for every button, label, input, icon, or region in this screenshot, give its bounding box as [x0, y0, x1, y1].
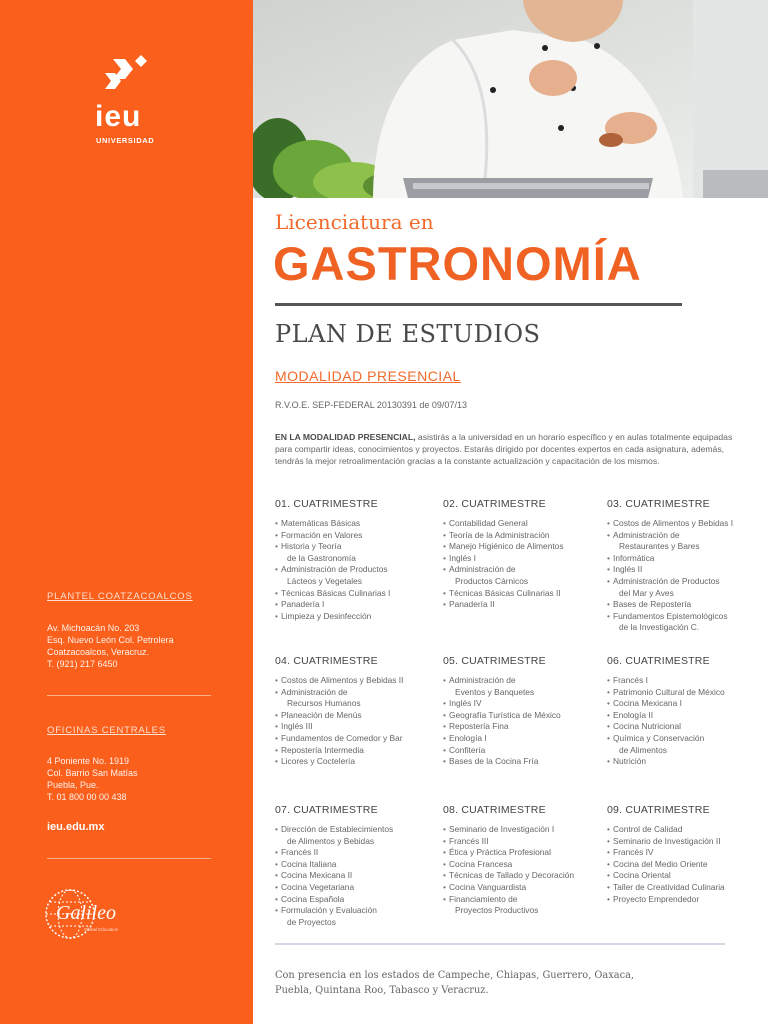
subject-item: • Formulación y Evaluación	[275, 905, 435, 917]
subject-item: • Repostería Fina	[443, 721, 603, 733]
subject-item: • Financiamiento de	[443, 894, 603, 906]
subject-item: • Enología II	[607, 710, 767, 722]
subject-item: • Manejo Higiénico de Alimentos	[443, 541, 603, 553]
subject-item: • Fundamentos de Comedor y Bar	[275, 733, 435, 745]
cuatrimestre-column	[275, 498, 435, 622]
logo-wordmark: ieu	[95, 100, 142, 133]
sidebar	[0, 0, 253, 1024]
presence-line: Con presencia en los estados de Campeche, Chiapas, Guerrero, Oaxaca,	[275, 970, 635, 981]
subject-item: • Inglés I	[443, 553, 603, 565]
subject-item: • Francés IV	[607, 847, 767, 859]
cuatrimestre-title: 06. CUATRIMESTRE	[607, 655, 710, 667]
presence-text	[275, 968, 735, 998]
phone-line: T. 01 800 00 00 438	[47, 792, 127, 802]
subject-item: • Francés I	[607, 675, 767, 687]
cuatrimestre-column	[443, 498, 603, 611]
subject-item: • Cocina Mexicana II	[275, 870, 435, 882]
subject-item: • Ética y Práctica Profesional	[443, 847, 603, 859]
subject-item: • Inglés III	[275, 721, 435, 733]
subject-item: de la Investigación C.	[619, 622, 700, 633]
footer-divider	[275, 943, 725, 945]
intro-bold: EN LA MODALIDAD PRESENCIAL,	[275, 432, 416, 442]
subject-item: de Alimentos	[619, 744, 667, 755]
galileo-subtext: Global Education	[84, 927, 119, 932]
subject-item: de la Gastronomía	[287, 552, 356, 563]
subject-item: • Inglés IV	[443, 698, 603, 710]
cuatrimestre-column	[275, 655, 435, 768]
subject-item: Productos Cárnicos	[455, 575, 529, 586]
modalidad-heading: MODALIDAD PRESENCIAL	[275, 368, 461, 384]
subject-item: • Administración de Productos	[607, 576, 767, 588]
subject-item: del Mar y Aves	[619, 587, 674, 598]
subject-item: • Enología I	[443, 733, 603, 745]
subject-item: • Cocina Mexicana I	[607, 698, 767, 710]
subject-item: • Panadería I	[275, 599, 435, 611]
subject-item: Restaurantes y Bares	[619, 541, 700, 552]
address-line: Av. Michoacán No. 203	[47, 623, 140, 633]
subject-item: • Patrimonio Cultural de México	[607, 687, 767, 699]
cuatrimestre-title: 08. CUATRIMESTRE	[443, 804, 546, 816]
subject-item: • Proyecto Emprendedor	[607, 894, 767, 906]
hero-chef-image	[253, 0, 768, 198]
subject-item: • Administración de Productos	[275, 564, 435, 576]
oficinas-address	[47, 755, 138, 803]
subject-item: • Cocina Española	[275, 894, 435, 906]
degree-pretitle: Licenciatura en	[275, 210, 434, 234]
subject-item: • Taller de Creatividad Culinaria	[607, 882, 767, 894]
subject-item: • Panadería II	[443, 599, 603, 611]
cuatrimestre-title: 05. CUATRIMESTRE	[443, 655, 546, 667]
subject-item: • Cocina Oriental	[607, 870, 767, 882]
subject-item: • Bases de Repostería	[607, 599, 767, 611]
subject-item: • Química y Conservación	[607, 733, 767, 745]
subject-item: • Informática	[607, 553, 767, 565]
subject-item: Recursos Humanos	[287, 698, 361, 709]
address-line: Coatzacoalcos, Veracruz.	[47, 647, 150, 657]
cuatrimestre-column	[443, 655, 603, 768]
subject-item: • Cocina Italiana	[275, 859, 435, 871]
address-line: 4 Poniente No. 1919	[47, 756, 130, 766]
subject-list	[275, 518, 435, 622]
cuatrimestre-title: 07. CUATRIMESTRE	[275, 804, 378, 816]
subject-item: Proyectos Productivos	[455, 905, 539, 916]
subject-item: Lácteos y Vegetales	[287, 575, 362, 586]
subject-item: • Cocina Nutricional	[607, 721, 767, 733]
subject-item: • Administración de	[443, 564, 603, 576]
subject-list	[607, 824, 767, 905]
intro-paragraph	[275, 431, 743, 467]
divider	[47, 695, 211, 696]
subject-item: • Costos de Alimentos y Bebidas II	[275, 675, 435, 687]
subject-item: • Cocina Francesa	[443, 859, 603, 871]
subject-item: • Cocina Vegetariana	[275, 882, 435, 894]
subject-item: • Planeación de Menús	[275, 710, 435, 722]
subject-item: • Repostería Intermedia	[275, 745, 435, 757]
cuatrimestre-title: 02. CUATRIMESTRE	[443, 498, 546, 510]
subject-item: • Administración de	[275, 687, 435, 699]
cuatrimestre-column	[275, 804, 435, 928]
presence-line: Puebla, Quintana Roo, Tabasco y Veracruz.	[275, 985, 489, 996]
cuatrimestre-column	[607, 804, 767, 905]
galileo-logo-text: Galileo	[56, 902, 116, 924]
subject-item: • Seminario de Investigación I	[443, 824, 603, 836]
cuatrimestre-column	[607, 655, 767, 768]
subject-item: • Administración de	[607, 530, 767, 542]
subject-item: • Francés III	[443, 836, 603, 848]
plantel-heading: PLANTEL COATZACOALCOS	[47, 591, 193, 602]
subject-item: de Alimentos y Bebidas	[287, 835, 375, 846]
subject-list	[443, 824, 603, 917]
main-content	[253, 198, 768, 1024]
subject-item: • Cocina Vanguardista	[443, 882, 603, 894]
subject-item: • Formación en Valores	[275, 530, 435, 542]
subject-item: • Limpieza y Desinfección	[275, 611, 435, 623]
subject-item: • Licores y Coctelería	[275, 756, 435, 768]
ieu-logo-icon	[103, 55, 153, 99]
subject-item: de Proyectos	[287, 916, 336, 927]
cuatrimestre-title: 03. CUATRIMESTRE	[607, 498, 710, 510]
subject-list	[607, 675, 767, 768]
subject-item: • Fundamentos Epistemológicos	[607, 611, 767, 623]
subject-list	[275, 675, 435, 768]
subject-item: • Costos de Alimentos y Bebidas I	[607, 518, 767, 530]
plan-heading: PLAN DE ESTUDIOS	[275, 320, 541, 348]
subject-item: • Seminario de Investigación II	[607, 836, 767, 848]
subject-item: • Dirección de Establecimientos	[275, 824, 435, 836]
subject-item: • Técnicas Básicas Culinarias II	[443, 588, 603, 600]
subject-item: • Control de Calidad	[607, 824, 767, 836]
subject-item: • Administración de	[443, 675, 603, 687]
cuatrimestre-title: 01. CUATRIMESTRE	[275, 498, 378, 510]
title-divider	[275, 303, 682, 306]
subject-list	[607, 518, 767, 634]
subject-item: • Contabilidad General	[443, 518, 603, 530]
cuatrimestre-column	[607, 498, 767, 634]
website-link[interactable]: ieu.edu.mx	[47, 821, 105, 833]
subject-list	[275, 824, 435, 928]
subject-item: • Técnicas de Tallado y Decoración	[443, 870, 603, 882]
subject-item: • Historia y Teoría	[275, 541, 435, 553]
cuatrimestre-column	[443, 804, 603, 917]
phone-line: T. (921) 217 6450	[47, 659, 118, 669]
address-line: Col. Barrio San Matías	[47, 768, 138, 778]
subject-item: • Matemáticas Básicas	[275, 518, 435, 530]
subject-item: • Inglés II	[607, 564, 767, 576]
divider	[47, 858, 211, 859]
subject-list	[443, 518, 603, 611]
subject-item: • Bases de la Cocina Fría	[443, 756, 603, 768]
intro-text: asistirás a la universidad en un horario específico y en aulas totalmente equipadas para compartir ideas, conocimientos y proyectos. Estarás dirigido por docentes expertos en cada asignatura, además, tendrás la mejor retroalimentación gracias a la constante actualización y capacitación de los mismos.	[275, 432, 733, 466]
subject-item: • Técnicas Básicas Culinarias I	[275, 588, 435, 600]
cuatrimestre-title: 04. CUATRIMESTRE	[275, 655, 378, 667]
subject-item: • Geografía Turística de México	[443, 710, 603, 722]
cuatrimestre-title: 09. CUATRIMESTRE	[607, 804, 710, 816]
subject-item: • Cocina del Medio Oriente	[607, 859, 767, 871]
subject-item: • Confitería	[443, 745, 603, 757]
chef-illustration	[253, 0, 768, 198]
logo-subtext: UNIVERSIDAD	[96, 136, 155, 145]
subject-item: • Francés II	[275, 847, 435, 859]
subject-item: • Nutrición	[607, 756, 767, 768]
plantel-address	[47, 622, 174, 670]
rvoe-text: R.V.O.E. SEP-FEDERAL 20130391 de 09/07/13	[275, 400, 467, 410]
oficinas-heading: OFICINAS CENTRALES	[47, 725, 166, 736]
degree-title: GASTRONOMÍA	[273, 237, 642, 290]
subject-list	[443, 675, 603, 768]
address-line: Puebla, Pue.	[47, 780, 99, 790]
address-line: Esq. Nuevo León Col. Petrolera	[47, 635, 174, 645]
subject-item: • Teoría de la Administración	[443, 530, 603, 542]
subject-item: Eventos y Banquetes	[455, 686, 535, 697]
